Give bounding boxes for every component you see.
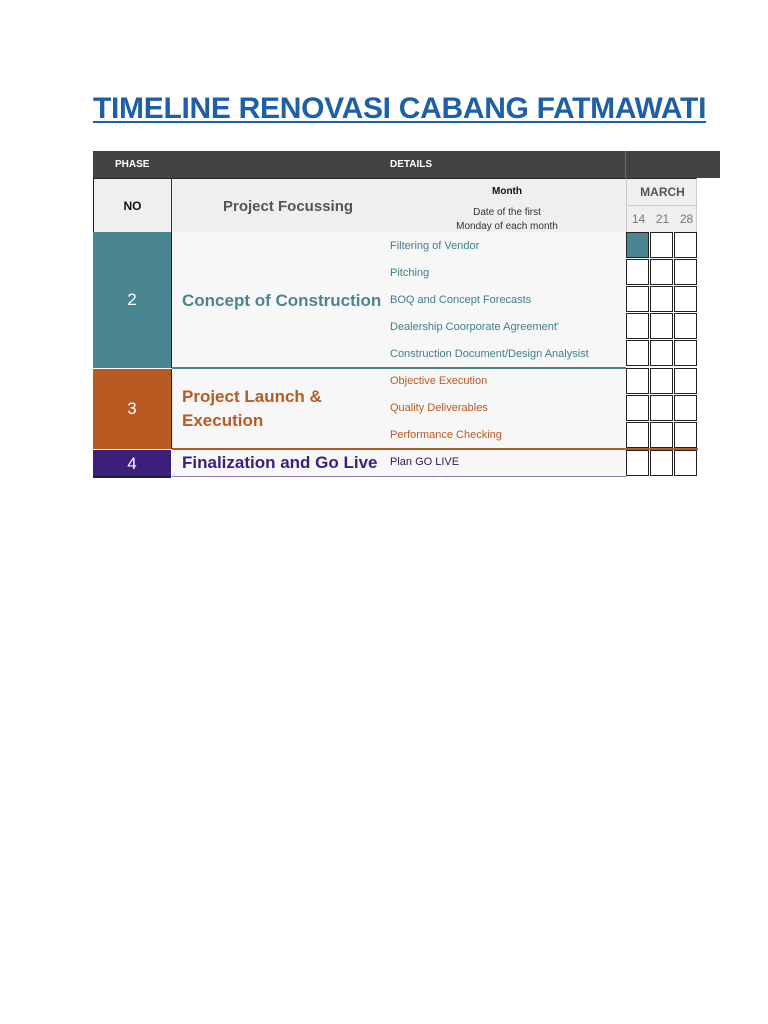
timeline-cell[interactable] xyxy=(674,259,697,285)
phase-divider xyxy=(171,232,172,368)
timeline-cell[interactable] xyxy=(674,368,697,394)
phase-3-title xyxy=(182,385,322,433)
task-dealership-agreement: Dealership Coorporate Agreement' xyxy=(390,321,560,333)
timeline-cell[interactable] xyxy=(650,422,673,448)
phase-column-label: PHASE xyxy=(115,159,150,170)
timeline-cell[interactable] xyxy=(626,368,649,394)
timeline-cell[interactable] xyxy=(626,232,649,258)
timeline-cell[interactable] xyxy=(674,232,697,258)
timeline-cell[interactable] xyxy=(674,340,697,366)
timeline-cell[interactable] xyxy=(650,368,673,394)
timeline-cell[interactable] xyxy=(626,395,649,421)
month-note-line2: Monday of each month xyxy=(456,221,558,232)
task-performance-checking: Performance Checking xyxy=(390,429,502,441)
project-focussing-label: Project Focussing xyxy=(223,198,354,215)
timeline-cell[interactable] xyxy=(674,395,697,421)
timeline-cell[interactable] xyxy=(674,450,697,476)
task-pitching: Pitching xyxy=(390,267,430,279)
project-focussing-header xyxy=(172,178,626,232)
task-filtering-of-vendor: Filtering of Vendor xyxy=(390,240,480,252)
calendar-divider xyxy=(627,205,698,206)
calendar-day-21: 21 xyxy=(655,212,670,226)
header-bar xyxy=(93,151,720,178)
month-note xyxy=(432,206,582,234)
task-plan-go-live: Plan GO LIVE xyxy=(390,456,460,468)
calendar-day-28: 28 xyxy=(679,212,694,226)
phase-2-title: Concept of Construction xyxy=(182,291,382,310)
month-note-line1: Date of the first xyxy=(473,207,541,218)
timeline-cell[interactable] xyxy=(674,422,697,448)
timeline-cell[interactable] xyxy=(650,259,673,285)
document-title: TIMELINE RENOVASI CABANG FATMAWATI xyxy=(93,92,707,125)
no-column-header: NO xyxy=(93,178,172,232)
calendar-header xyxy=(626,178,697,232)
timeline-cell[interactable] xyxy=(626,259,649,285)
phase-3-title-line1: Project Launch & xyxy=(182,387,322,406)
timeline-cell[interactable] xyxy=(626,286,649,312)
timeline-cell[interactable] xyxy=(626,450,649,476)
calendar-day-14: 14 xyxy=(631,212,646,226)
phase-3-number: 3 xyxy=(93,369,171,449)
timeline-cell[interactable] xyxy=(626,422,649,448)
timeline-cell[interactable] xyxy=(626,340,649,366)
phase-2-number: 2 xyxy=(93,232,171,368)
timeline-cell[interactable] xyxy=(650,450,673,476)
timeline-cell[interactable] xyxy=(650,340,673,366)
task-quality-deliverables: Quality Deliverables xyxy=(390,402,488,414)
phase-4-bottom-rule xyxy=(172,476,626,477)
phase-4-number: 4 xyxy=(93,450,171,477)
timeline-cell[interactable] xyxy=(674,313,697,339)
timeline-cell[interactable] xyxy=(650,286,673,312)
table-bottom-rule xyxy=(93,476,171,478)
timeline-cell[interactable] xyxy=(650,313,673,339)
timeline-cell[interactable] xyxy=(650,232,673,258)
phase-divider xyxy=(171,369,172,449)
timeline-cell[interactable] xyxy=(626,313,649,339)
calendar-month: MARCH xyxy=(640,185,685,199)
phase-3-title-line2: Execution xyxy=(182,411,264,430)
header-bar-divider xyxy=(625,151,626,178)
calendar-grid xyxy=(626,232,698,477)
month-label: Month xyxy=(492,186,522,197)
timeline-cell[interactable] xyxy=(674,286,697,312)
timeline-cell[interactable] xyxy=(650,395,673,421)
task-objective-execution: Objective Execution xyxy=(390,375,488,387)
task-construction-document: Construction Document/Design Analysist xyxy=(390,348,589,360)
task-boq-concept-forecasts: BOQ and Concept Forecasts xyxy=(390,294,532,306)
phase-4-title: Finalization and Go Live xyxy=(182,453,378,472)
details-column-label: DETAILS xyxy=(390,159,433,170)
